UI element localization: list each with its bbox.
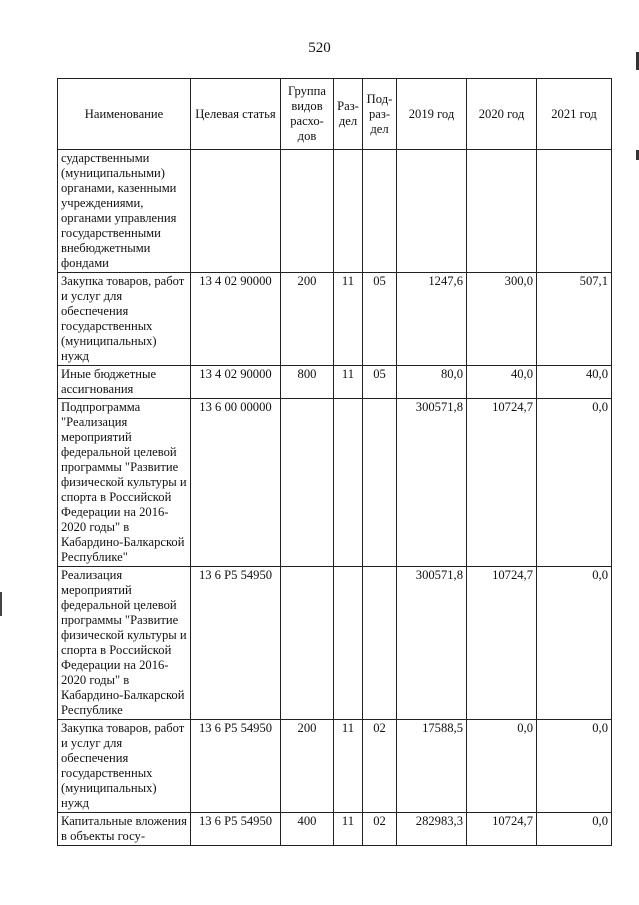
header-subsection: Под-раз-дел <box>363 79 397 150</box>
table-row <box>58 813 612 846</box>
row-name: Закупка товаров, работ и услуг для обеспечения государственных (муниципальных) нужд <box>58 720 191 813</box>
row-2020: 40,0 <box>467 366 537 399</box>
header-2019: 2019 год <box>397 79 467 150</box>
row-section: 11 <box>334 273 363 366</box>
header-2020: 2020 год <box>467 79 537 150</box>
row-section: 11 <box>334 366 363 399</box>
page-number: 520 <box>308 40 331 56</box>
row-target-article: 13 4 02 90000 <box>191 366 281 399</box>
header-2021: 2021 год <box>537 79 612 150</box>
row-2019: 1247,6 <box>397 273 467 366</box>
table-row <box>58 399 612 567</box>
row-2019: 300571,8 <box>397 567 467 720</box>
scan-edge-mark <box>0 592 2 616</box>
row-subsection: 05 <box>363 273 397 366</box>
row-2019: 80,0 <box>397 366 467 399</box>
row-subsection: 02 <box>363 720 397 813</box>
table-row <box>58 273 612 366</box>
header-name: Наименование <box>58 79 191 150</box>
row-2021: 0,0 <box>537 813 612 846</box>
row-2019 <box>397 150 467 273</box>
row-2021: 507,1 <box>537 273 612 366</box>
row-section <box>334 399 363 567</box>
table-row <box>58 150 612 273</box>
row-name: Подпрограмма "Реализация мероприятий федеральной целевой программы "Развитие физической культуры и спорта в Российской Федерации на 2016-2020 годы" в Кабардино-Балкарской Республике" <box>58 399 191 567</box>
row-name: Закупка товаров, работ и услуг для обеспечения государственных (муниципальных) нужд <box>58 273 191 366</box>
row-2019: 282983,3 <box>397 813 467 846</box>
table-row <box>58 720 612 813</box>
table-row <box>58 567 612 720</box>
row-subsection <box>363 567 397 720</box>
row-2020: 0,0 <box>467 720 537 813</box>
header-section: Раз-дел <box>334 79 363 150</box>
row-expense-group <box>281 567 334 720</box>
row-2021: 0,0 <box>537 399 612 567</box>
row-section: 11 <box>334 813 363 846</box>
row-name: сударственными (муниципальными) органами, казенными учреждениями, органами управления государственными внебюджетными фондами <box>58 150 191 273</box>
row-target-article: 13 6 P5 54950 <box>191 720 281 813</box>
row-expense-group <box>281 150 334 273</box>
row-2020: 10724,7 <box>467 813 537 846</box>
row-subsection: 02 <box>363 813 397 846</box>
row-target-article: 13 6 00 00000 <box>191 399 281 567</box>
header-expense-group: Группа видов расхо-дов <box>281 79 334 150</box>
row-expense-group: 200 <box>281 273 334 366</box>
row-2021: 0,0 <box>537 567 612 720</box>
row-2020: 10724,7 <box>467 399 537 567</box>
row-target-article <box>191 150 281 273</box>
row-expense-group: 200 <box>281 720 334 813</box>
row-name: Реализация мероприятий федеральной целевой программы "Развитие физической культуры и спорта в Российской Федерации на 2016-2020 годы" в Кабардино-Балкарской Республике <box>58 567 191 720</box>
budget-table <box>57 78 612 846</box>
row-expense-group: 400 <box>281 813 334 846</box>
row-target-article: 13 4 02 90000 <box>191 273 281 366</box>
row-section <box>334 150 363 273</box>
row-subsection: 05 <box>363 366 397 399</box>
row-name: Капитальные вложения в объекты госу- <box>58 813 191 846</box>
row-section <box>334 567 363 720</box>
row-2020 <box>467 150 537 273</box>
row-expense-group: 800 <box>281 366 334 399</box>
row-target-article: 13 6 P5 54950 <box>191 813 281 846</box>
row-name: Иные бюджетные ассигнования <box>58 366 191 399</box>
table-row <box>58 366 612 399</box>
row-2019: 300571,8 <box>397 399 467 567</box>
row-2020: 300,0 <box>467 273 537 366</box>
row-2021: 0,0 <box>537 720 612 813</box>
row-expense-group <box>281 399 334 567</box>
row-2021: 40,0 <box>537 366 612 399</box>
table-header-row <box>58 79 612 150</box>
row-2019: 17588,5 <box>397 720 467 813</box>
row-subsection <box>363 399 397 567</box>
row-subsection <box>363 150 397 273</box>
row-2020: 10724,7 <box>467 567 537 720</box>
row-target-article: 13 6 P5 54950 <box>191 567 281 720</box>
header-target-article: Целевая статья <box>191 79 281 150</box>
row-section: 11 <box>334 720 363 813</box>
row-2021 <box>537 150 612 273</box>
